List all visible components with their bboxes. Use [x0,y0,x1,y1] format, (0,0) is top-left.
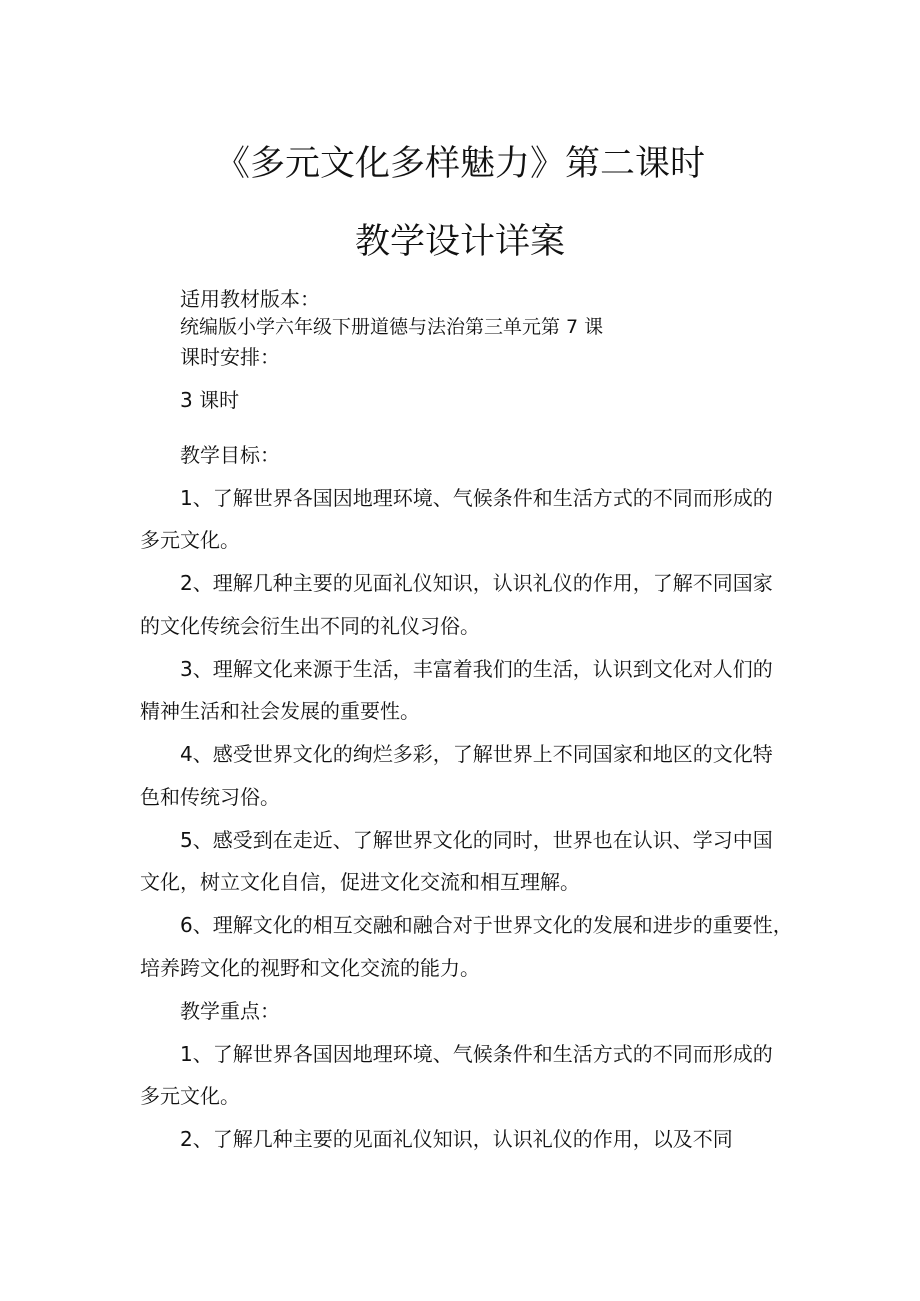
objective-item-line2: 培养跨文化的视野和文化交流的能力。 [140,956,480,980]
textbook-value: 统编版小学六年级下册道德与法治第三单元第 7 课 [180,316,604,338]
objective-item-line2: 多元文化。 [140,528,240,552]
key-point-item-line1: 1、了解世界各国因地理环境、气候条件和生活方式的不同而形成的 [180,1042,773,1066]
key-point-item-line1: 2、了解几种主要的见面礼仪知识，认识礼仪的作用，以及不同 [180,1127,733,1151]
textbook-label: 适用教材版本： [180,287,320,311]
document-subtitle: 教学设计详案 [354,222,565,262]
schedule-label: 课时安排： [180,345,280,369]
objective-item-line1: 6、理解文化的相互交融和融合对于世界文化的发展和进步的重要性， [180,913,793,937]
objective-item-line1: 2、理解几种主要的见面礼仪知识，认识礼仪的作用，了解不同国家 [180,571,773,595]
key-point-item-line2: 多元文化。 [140,1084,240,1108]
objective-item-line2: 色和传统习俗。 [140,785,280,809]
schedule-value: 3 课时 [180,388,240,412]
objectives-heading: 教学目标： [180,443,280,467]
objective-item-line2: 文化，树立文化自信，促进文化交流和相互理解。 [140,870,580,894]
objective-item-line1: 5、感受到在走近、了解世界文化的同时，世界也在认识、学习中国 [180,828,773,852]
document-title: 《多元文化多样魅力》第二课时 [214,144,705,184]
objective-item-line1: 1、了解世界各国因地理环境、气候条件和生活方式的不同而形成的 [180,486,773,510]
key-points-heading: 教学重点： [180,999,280,1023]
objective-item-line2: 精神生活和社会发展的重要性。 [140,699,420,723]
objective-item-line1: 4、感受世界文化的绚烂多彩，了解世界上不同国家和地区的文化特 [180,742,773,766]
objective-item-line1: 3、理解文化来源于生活，丰富着我们的生活，认识到文化对人们的 [180,657,773,681]
objective-item-line2: 的文化传统会衍生出不同的礼仪习俗。 [140,614,480,638]
